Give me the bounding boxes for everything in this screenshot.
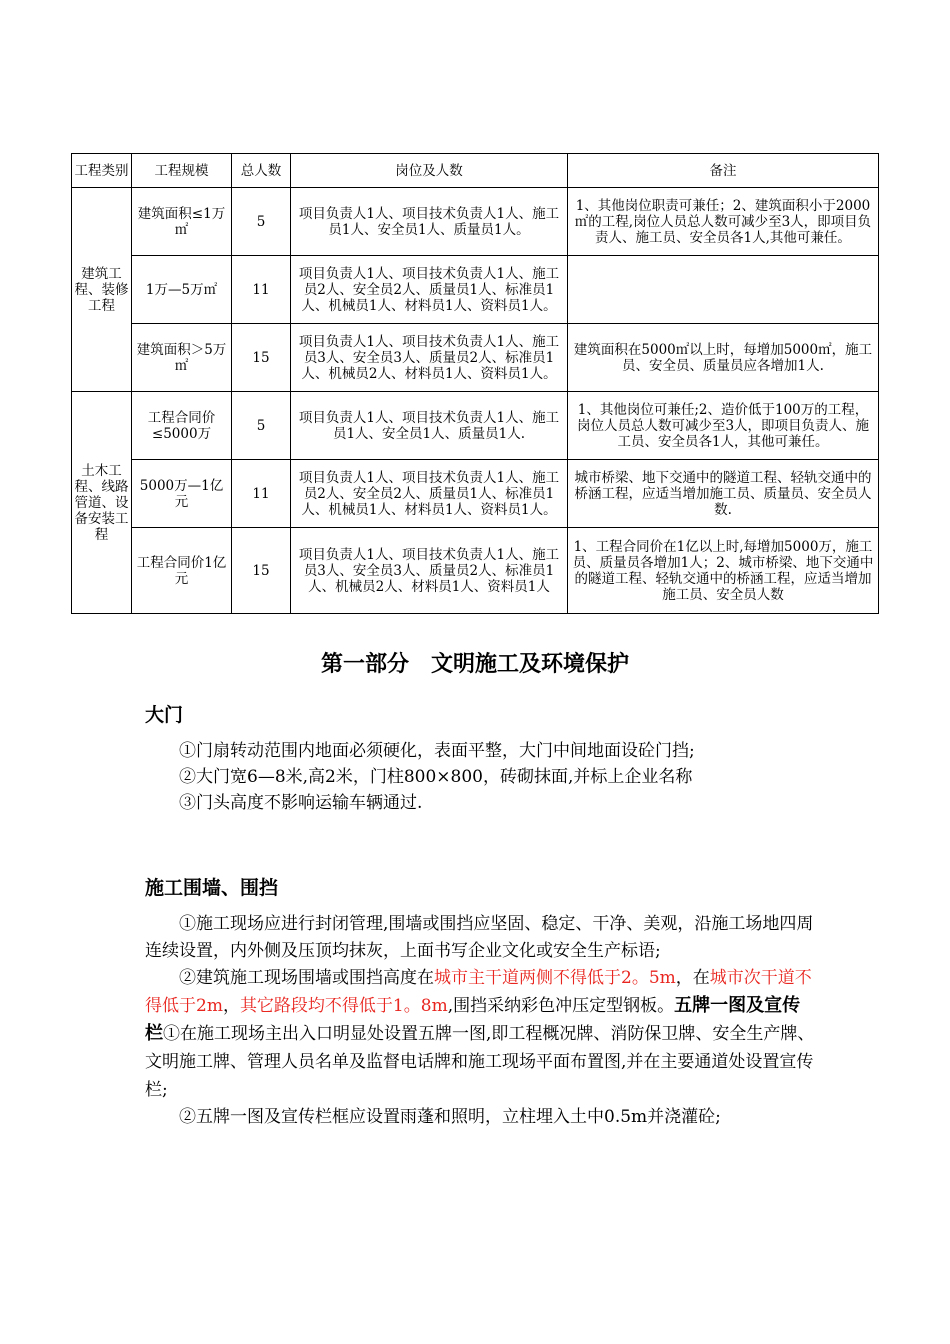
total-cell: 15 xyxy=(232,528,291,614)
table-row xyxy=(72,460,879,528)
header-scale: 工程规模 xyxy=(132,154,232,188)
gate-paragraph-1: ①门扇转动范围内地面必须硬化，表面平整，大门中间地面设砼门挡; xyxy=(179,741,695,761)
header-positions: 岗位及人数 xyxy=(291,154,568,188)
scale-cell: 建筑面积≤1万㎡ xyxy=(132,188,232,256)
table-row xyxy=(72,256,879,324)
highlight-secondary-road: 城市次干道不得低于2m xyxy=(145,968,812,1016)
remarks-cell: 1、其他岗位职责可兼任；2、建筑面积小于2000㎡的工程,岗位人员总人数可减少至3人，即项目负责人、施工员、安全员各1人,其他可兼任。 xyxy=(568,188,879,256)
fence-text-run: ， xyxy=(222,996,240,1016)
header-total: 总人数 xyxy=(232,154,291,188)
remarks-cell: 1、工程合同价在1亿以上时,每增加5000万，施工员、质量员各增加1人；2、城市桥梁、地下交通中的隧道工程、轻轨交通中的桥涵工程，应适当增加施工员、安全员人数 xyxy=(568,528,879,614)
remarks-cell: 建筑面积在5000㎡以上时，每增加5000㎡，施工员、安全员、质量员应各增加1人. xyxy=(568,324,879,392)
table-header-row xyxy=(72,154,879,188)
positions-cell: 项目负责人1人、项目技术负责人1人、施工员1人、安全员1人、质量员1人. xyxy=(291,392,568,460)
scale-cell: 1万—5万㎡ xyxy=(132,256,232,324)
total-cell: 11 xyxy=(232,460,291,528)
gate-text xyxy=(145,738,815,816)
scale-cell: 建筑面积＞5万㎡ xyxy=(132,324,232,392)
positions-cell: 项目负责人1人、项目技术负责人1人、施工员2人、安全员2人、质量员1人、标准员1人、机械员1人、材料员1人、资料员1人。 xyxy=(291,460,568,528)
category-cell: 土木工程、线路管道、设备安装工程 xyxy=(72,392,132,614)
table-row xyxy=(72,392,879,460)
fence-text-run: ，在 xyxy=(675,968,710,988)
remarks-cell: 1、其他岗位可兼任;2、造价低于100万的工程，岗位人员总人数可减少至3人，即项目负责人、施工员、安全员各1人，其他可兼任。 xyxy=(568,392,879,460)
fence-paragraph-2 xyxy=(145,964,815,1104)
section-title: 第一部分 文明施工及环境保护 xyxy=(320,652,629,677)
total-cell: 5 xyxy=(232,188,291,256)
header-remarks: 备注 xyxy=(568,154,879,188)
positions-cell: 项目负责人1人、项目技术负责人1人、施工员2人、安全员2人、质量员1人、标准员1人、机械员1人、材料员1人、资料员1人。 xyxy=(291,256,568,324)
fence-text-run: ②建筑施工现场围墙或围挡高度在 xyxy=(179,968,434,988)
gate-heading: 大门 xyxy=(145,704,184,726)
positions-cell: 项目负责人1人、项目技术负责人1人、施工员3人、安全员3人、质量员2人、标准员1人、机械员2人、材料员1人、资料员1人。 xyxy=(291,324,568,392)
scale-cell: 工程合同价≤5000万 xyxy=(132,392,232,460)
fence-text xyxy=(145,911,815,1131)
positions-cell: 项目负责人1人、项目技术负责人1人、施工员1人、安全员1人、质量员1人。 xyxy=(291,188,568,256)
board-paragraph-2: ②五牌一图及宣传栏框应设置雨蓬和照明，立柱埋入土中0.5m并浇灌砼; xyxy=(179,1107,721,1127)
category-cell: 建筑工程、装修工程 xyxy=(72,188,132,392)
header-category: 工程类别 xyxy=(72,154,132,188)
positions-cell: 项目负责人1人、项目技术负责人1人、施工员3人、安全员3人、质量员2人、标准员1人、机械员2人、材料员1人、资料员1人 xyxy=(291,528,568,614)
total-cell: 11 xyxy=(232,256,291,324)
total-cell: 15 xyxy=(232,324,291,392)
scale-cell: 5000万—1亿元 xyxy=(132,460,232,528)
fence-heading: 施工围墙、围挡 xyxy=(145,877,279,899)
scale-cell: 工程合同价1亿元 xyxy=(132,528,232,614)
fence-text-run: ,围挡采纳彩色冲压定型钢板。 xyxy=(447,996,675,1016)
staffing-table xyxy=(71,153,879,614)
board-heading: 五牌一图及宣传栏 xyxy=(145,995,801,1044)
remarks-cell xyxy=(568,256,879,324)
remarks-cell: 城市桥梁、地下交通中的隧道工程、轻轨交通中的桥涵工程，应适当增加施工员、质量员、安全员人数. xyxy=(568,460,879,528)
total-cell: 5 xyxy=(232,392,291,460)
fence-paragraph-1: ①施工现场应进行封闭管理,围墙或围挡应坚固、稳定、干净、美观，沿施工场地四周连续设置，内外侧及压顶均抹灰，上面书写企业文化或安全生产标语; xyxy=(145,914,814,961)
highlight-other-road: 其它路段均不得低于1。8m xyxy=(239,996,448,1016)
table-row xyxy=(72,324,879,392)
gate-paragraph-3: ③门头高度不影响运输车辆通过. xyxy=(179,793,423,813)
gate-paragraph-2: ②大门宽6—8米,高2米，门柱800×800，砖砌抹面,并标上企业名称 xyxy=(179,767,693,787)
table-row xyxy=(72,188,879,256)
highlight-main-road: 城市主干道两侧不得低于2。5m xyxy=(434,968,676,988)
table-row xyxy=(72,528,879,614)
board-paragraph-1: ①在施工现场主出入口明显处设置五牌一图,即工程概况牌、消防保卫牌、安全生产牌、文明施工牌、管理人员名单及监督电话牌和施工现场平面布置图,并在主要通道处设置宣传栏; xyxy=(145,1024,815,1100)
